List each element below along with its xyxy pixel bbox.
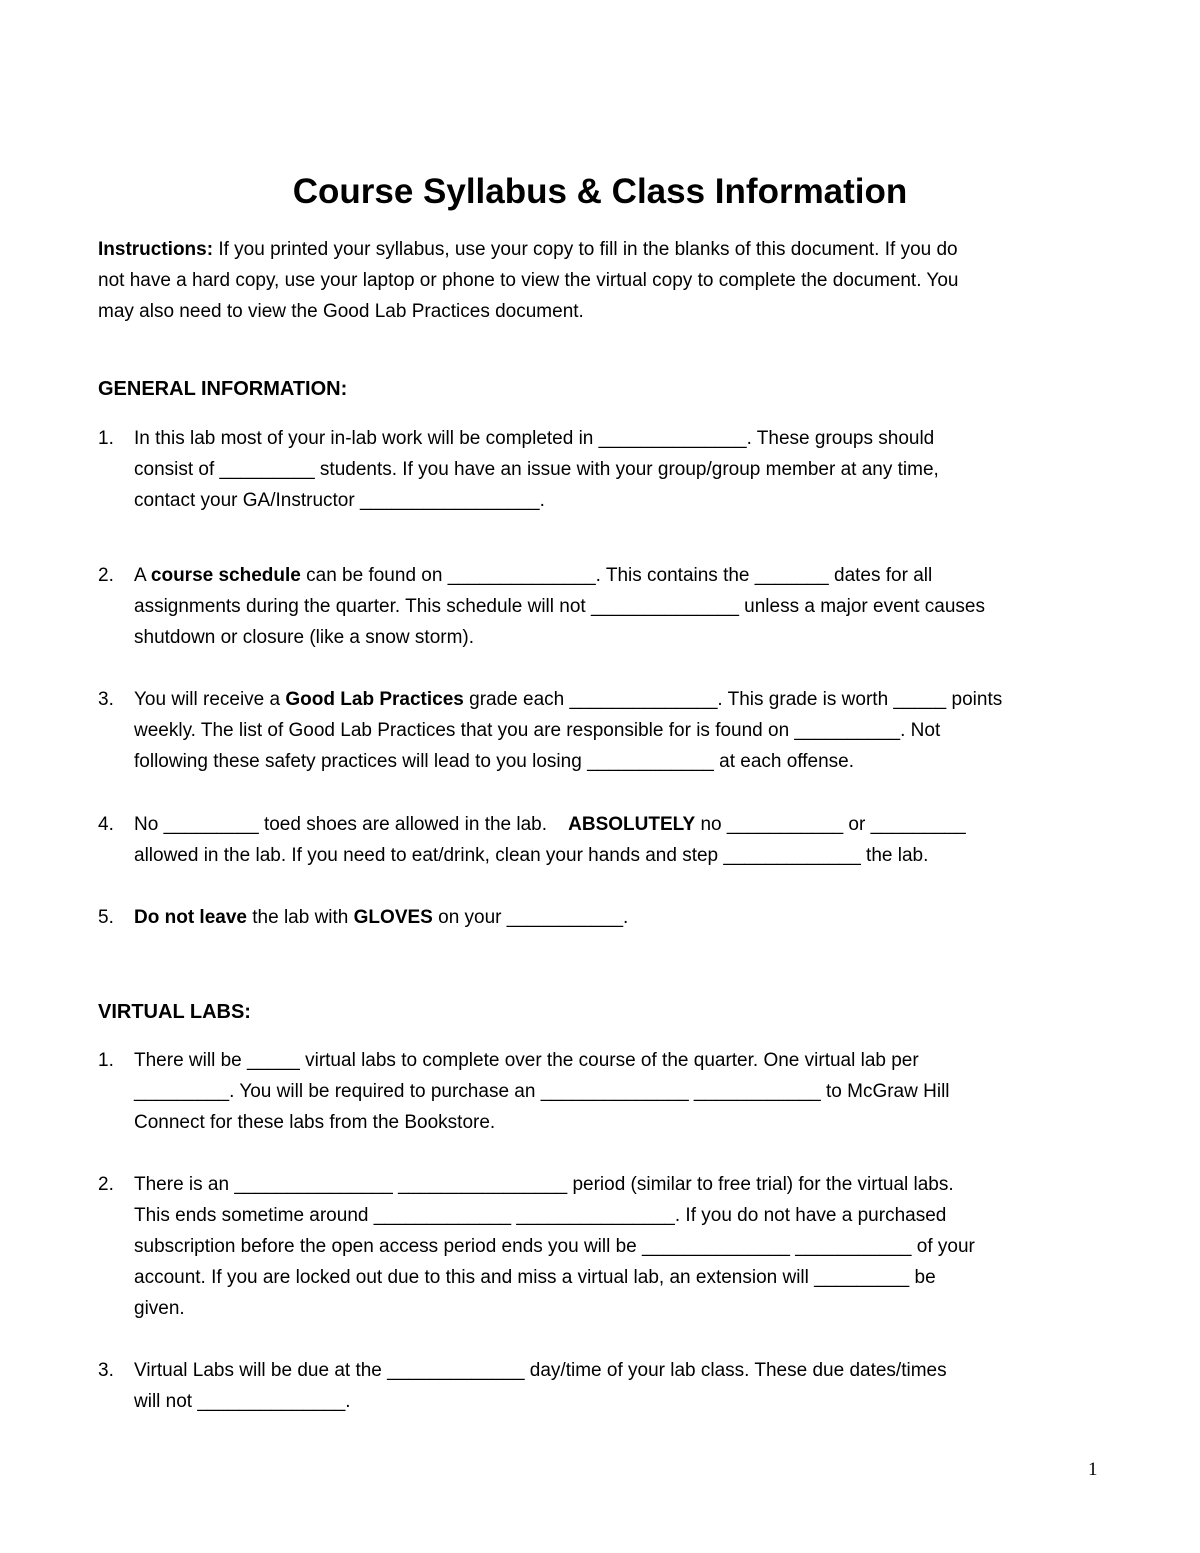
virtual-item-3 — [98, 1355, 1108, 1417]
good-lab-practices-term: Good Lab Practices — [285, 689, 464, 710]
item-line: consist of _________ students. If you have an issue with your group/group member at any time, — [134, 459, 939, 480]
general-information-heading: GENERAL INFORMATION: — [98, 378, 348, 400]
item-line: This ends sometime around _____________ _______________. If you do not have a purchased — [134, 1205, 947, 1226]
gloves-term: GLOVES — [353, 907, 433, 928]
item-line: No _________ toed shoes are allowed in the lab. ABSOLUTELY no ___________ or _________ — [134, 814, 966, 835]
item-line: A course schedule can be found on ______________. This contains the _______ dates for all — [134, 565, 933, 586]
page-number: 1 — [1088, 1459, 1098, 1480]
virtual-item-1 — [98, 1045, 1108, 1138]
item-line: allowed in the lab. If you need to eat/drink, clean your hands and step _____________ the lab. — [134, 845, 929, 866]
item-number: 2. — [98, 1174, 114, 1195]
item-line: account. If you are locked out due to this and miss a virtual lab, an extension will _________ be — [134, 1267, 936, 1288]
item-line: weekly. The list of Good Lab Practices that you are responsible for is found on __________. Not — [134, 720, 941, 741]
item-line: will not ______________. — [134, 1391, 351, 1412]
absolutely-term: ABSOLUTELY — [568, 814, 696, 835]
item-number: 1. — [98, 428, 114, 449]
do-not-leave-term: Do not leave — [134, 907, 247, 928]
item-line: There is an _______________ ________________ period (similar to free trial) for the virtual labs. — [134, 1174, 954, 1195]
item-line: You will receive a Good Lab Practices grade each ______________. This grade is worth _____ points — [134, 689, 1003, 710]
general-item-4 — [98, 809, 1108, 871]
general-item-5 — [98, 902, 1108, 933]
item-line: Do not leave the lab with GLOVES on your ___________. — [134, 907, 629, 928]
item-line: assignments during the quarter. This schedule will not ______________ unless a major event causes — [134, 596, 985, 617]
instructions-label: Instructions: — [98, 239, 214, 260]
general-item-1 — [98, 423, 1108, 516]
item-number: 1. — [98, 1050, 114, 1071]
item-line: given. — [134, 1298, 185, 1319]
item-line: shutdown or closure (like a snow storm). — [134, 627, 475, 648]
page-title: Course Syllabus & Class Information — [292, 172, 908, 211]
item-number: 3. — [98, 1360, 114, 1381]
item-line: Connect for these labs from the Bookstore. — [134, 1112, 496, 1133]
item-line: subscription before the open access period ends you will be ______________ ___________ of your — [134, 1236, 975, 1257]
general-item-3 — [98, 684, 1108, 777]
item-line: following these safety practices will lead to you losing ____________ at each offense. — [134, 751, 855, 772]
instructions-paragraph — [98, 234, 1108, 327]
item-line: _________. You will be required to purchase an ______________ ____________ to McGraw Hill — [134, 1081, 950, 1102]
virtual-item-2 — [98, 1169, 1108, 1324]
item-number: 4. — [98, 814, 114, 835]
general-item-2 — [98, 560, 1108, 653]
item-number: 5. — [98, 907, 114, 928]
item-line: In this lab most of your in-lab work will be completed in ______________. These groups should — [134, 428, 935, 449]
instructions-line-2: not have a hard copy, use your laptop or phone to view the virtual copy to complete the document. You — [98, 270, 959, 291]
item-line: Virtual Labs will be due at the _____________ day/time of your lab class. These due dates/times — [134, 1360, 947, 1381]
item-number: 3. — [98, 689, 114, 710]
instructions-line-1: Instructions: If you printed your syllabus, use your copy to fill in the blanks of this document. If you do — [98, 239, 958, 260]
virtual-labs-heading: VIRTUAL LABS: — [98, 1001, 251, 1023]
item-number: 2. — [98, 565, 114, 586]
item-line: contact your GA/Instructor _________________. — [134, 490, 545, 511]
course-schedule-term: course schedule — [150, 565, 301, 586]
item-line: There will be _____ virtual labs to complete over the course of the quarter. One virtual lab per — [134, 1050, 919, 1071]
instructions-line-3: may also need to view the Good Lab Practices document. — [98, 301, 584, 322]
